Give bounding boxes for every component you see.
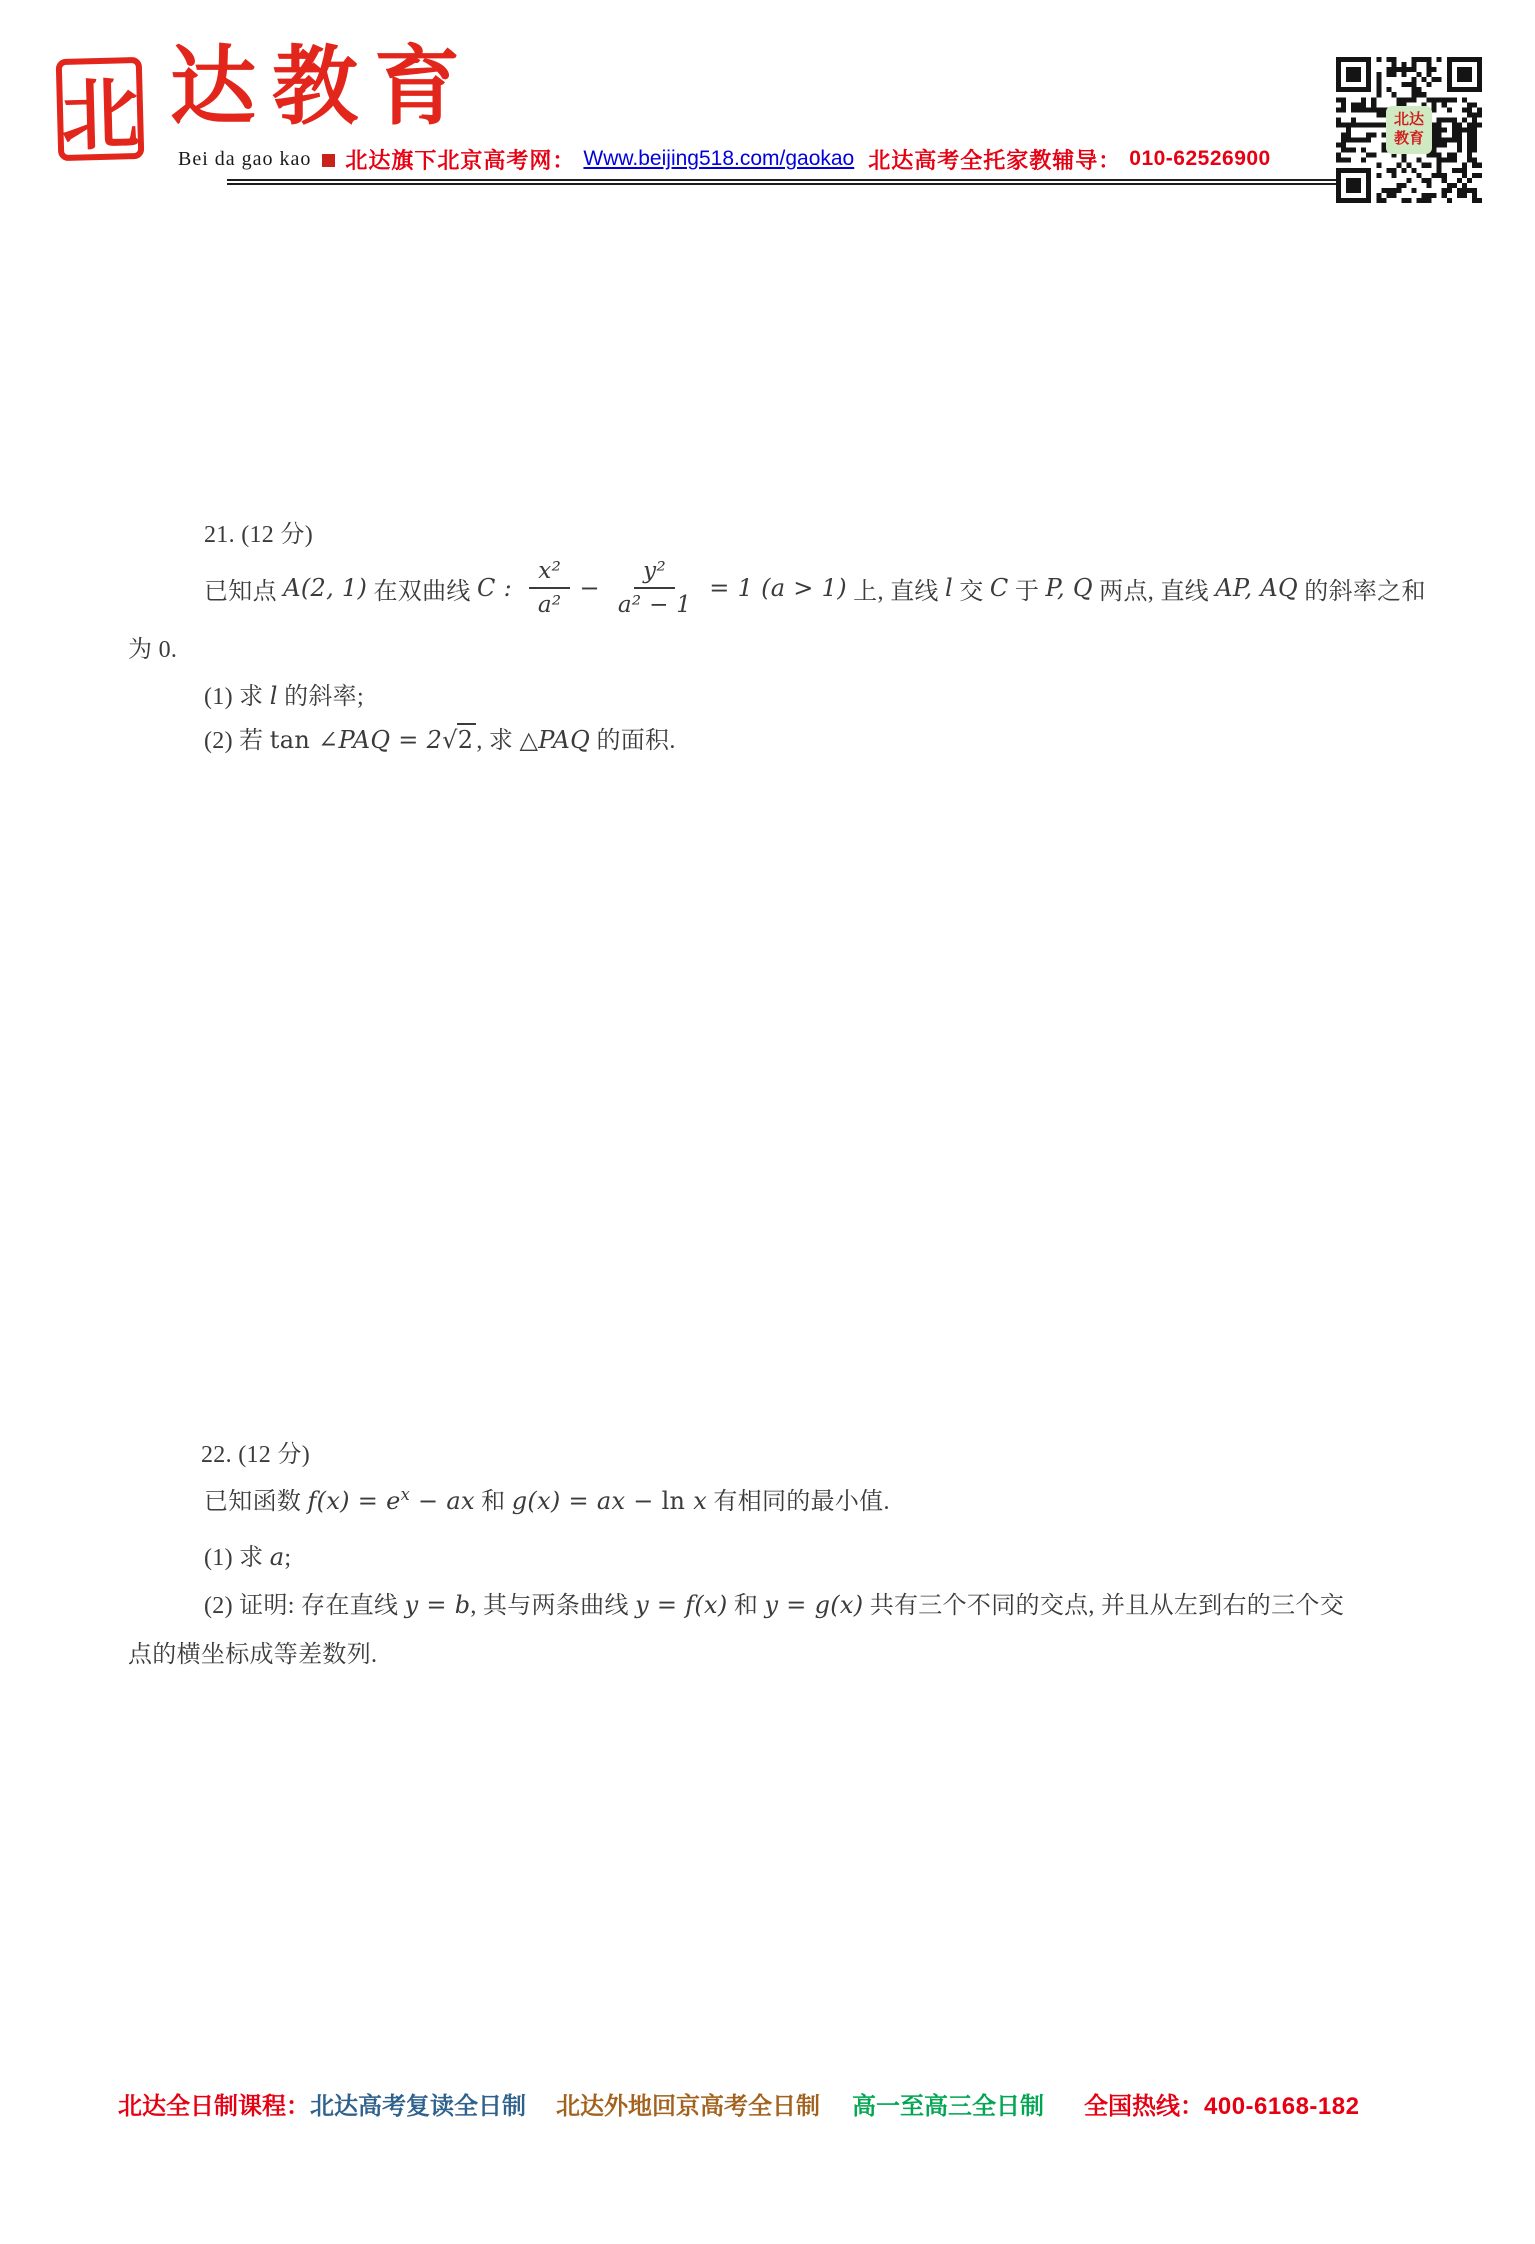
text-segment: l <box>944 574 953 602</box>
gaokao-site-link[interactable]: Www.beijing518.com/gaokao <box>583 147 855 170</box>
problem-22-intro <box>204 1481 890 1516</box>
text-segment: y = f(x) <box>635 1591 728 1619</box>
text-segment: x <box>693 1487 708 1515</box>
text-segment: 有相同的最小值. <box>707 1489 890 1515</box>
logo-seal <box>56 57 145 161</box>
text-segment: P, Q <box>1045 574 1093 602</box>
text-segment: tan <box>269 726 319 754</box>
text-segment: y = b <box>404 1591 471 1619</box>
text-segment: C <box>989 574 1009 602</box>
problem-21-intro <box>204 545 1426 631</box>
tagline-english: Bei da gao kao <box>178 147 312 170</box>
header-divider-rule <box>227 179 1340 185</box>
problem-21-number: 21. (12 分) <box>204 522 313 548</box>
text-segment: 的斜率之和 <box>1297 578 1426 605</box>
qr-label-line1: 北达 <box>1393 112 1424 129</box>
text-segment: (1) 求 <box>204 1545 270 1571</box>
qr-center-label <box>1386 106 1432 154</box>
text-segment: , 其与两条曲线 <box>470 1593 636 1619</box>
problem-21-part1 <box>204 676 364 711</box>
text-segment: a <box>269 1543 285 1571</box>
text-segment: 点的横坐标成等差数列. <box>128 1642 378 1668</box>
text-segment: ln <box>661 1487 694 1515</box>
math-fraction: $\frac{\text{y²}}{\text{a² − 1}}$ <box>617 557 692 618</box>
text-segment: l <box>269 682 278 710</box>
header-tagline-row <box>178 143 1271 175</box>
text-segment: 共有三个不同的交点, 并且从左到右的三个交 <box>863 1593 1345 1619</box>
text-segment: 的面积. <box>590 728 676 754</box>
text-segment: 已知函数 <box>204 1489 308 1515</box>
text-segment: C : <box>476 574 520 602</box>
math-sqrt: √2 <box>442 726 476 754</box>
text-segment: y = g(x) <box>764 1591 864 1619</box>
text-segment: x <box>400 1485 411 1504</box>
text-segment: 全国热线： <box>1084 2093 1204 2120</box>
text-segment: 和 <box>474 1489 512 1515</box>
text-segment: 北达外地回京高考全日制 <box>556 2093 820 2120</box>
math-fraction: $\frac{\text{x²}}{\text{a²}}$ <box>529 558 571 619</box>
text-segment: 高一至高三全日制 <box>852 2093 1044 2120</box>
text-segment: ; <box>284 1545 292 1571</box>
text-segment: ∠PAQ = 2 <box>318 726 443 754</box>
problem-22-part2 <box>204 1585 1344 1620</box>
text-segment: PAQ <box>538 726 591 754</box>
text-segment: − ax <box>410 1487 475 1515</box>
problem-22-part1 <box>204 1537 291 1572</box>
text-segment: 的斜率; <box>277 684 364 710</box>
text-segment: (2) 若 <box>204 728 270 754</box>
text-segment: 交 <box>952 578 990 605</box>
text-segment: f(x) = e <box>307 1487 401 1515</box>
text-segment: 和 <box>727 1593 765 1619</box>
red-square-bullet-icon <box>322 154 335 167</box>
footer-programs-line <box>118 2086 1359 2121</box>
text-segment: 已知点 <box>204 578 284 605</box>
text-segment: 上, 直线 <box>846 578 945 605</box>
text-segment: A(2, 1) <box>283 574 368 602</box>
text-segment: 北达全日制课程： <box>118 2093 310 2120</box>
problem-22-number: 22. (12 分) <box>201 1442 310 1468</box>
text-segment: 400-6168-182 <box>1204 2093 1360 2120</box>
tutor-phone-number: 010-62526900 <box>1129 147 1271 170</box>
text-segment: , 求 <box>476 728 520 754</box>
tutor-label: 北达高考全托家教辅导： <box>868 147 1122 173</box>
text-segment: 为 0. <box>128 637 178 663</box>
text-segment: AP, AQ <box>1215 574 1298 602</box>
problem-22-part2-cont <box>128 1634 377 1669</box>
qr-label-line2: 教育 <box>1393 131 1424 147</box>
text-segment: (2) 证明: 存在直线 <box>204 1593 405 1619</box>
problem-21-intro-cont <box>128 629 177 664</box>
text-segment: 在双曲线 <box>367 578 477 605</box>
text-segment: △ <box>519 726 539 754</box>
site-label: 北达旗下北京高考网： <box>345 147 576 173</box>
logo-seal-char: 北 <box>60 70 141 161</box>
text-segment: (1) 求 <box>204 684 270 710</box>
text-segment: 北达高考复读全日制 <box>310 2093 526 2120</box>
text-segment: g(x) = ax − <box>511 1487 662 1515</box>
text-segment: 两点, 直线 <box>1092 578 1216 605</box>
qr-code <box>1336 57 1482 203</box>
problem-21-part2 <box>204 720 676 755</box>
text-segment: = 1 (a > 1) <box>709 574 847 602</box>
logo-brand-text: 达教育 <box>170 39 476 135</box>
text-segment: − <box>579 574 600 602</box>
text-segment: 于 <box>1008 578 1046 605</box>
